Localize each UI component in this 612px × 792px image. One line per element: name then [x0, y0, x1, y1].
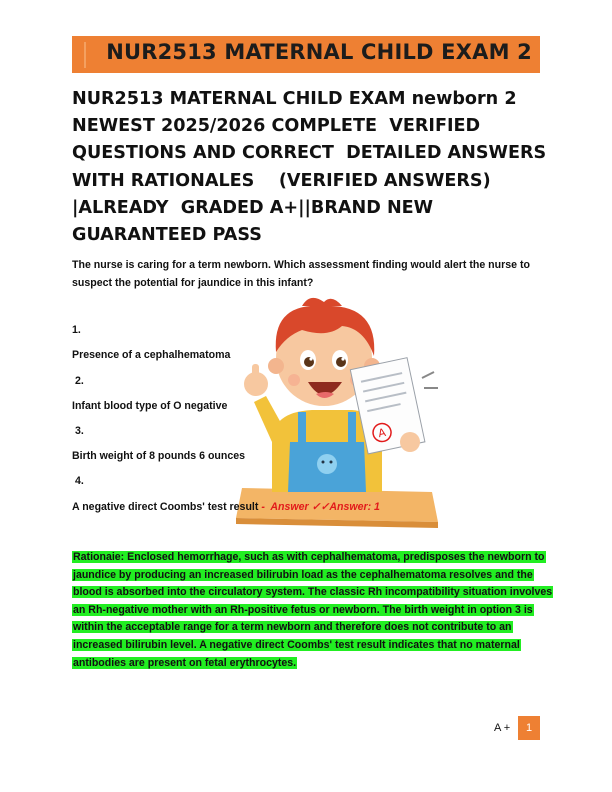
option-4-number: 4. — [72, 475, 84, 487]
header-banner — [72, 36, 540, 73]
option-3-text: Birth weight of 8 pounds 6 ounces — [72, 450, 246, 462]
option-4-line — [72, 501, 380, 513]
rationale-line: antibodies are present on fetal erythrocytes. — [73, 656, 297, 669]
page-number: 1 — [518, 716, 540, 740]
question-text: The nurse is caring for a term newborn. Which assessment finding would alert the nurse to suspect the potential for jaundice in this infant? — [72, 259, 530, 289]
document-title — [72, 86, 547, 249]
title-line: |ALREADY GRADED A+||BRAND NEW — [72, 197, 434, 218]
rationale-line: within the acceptable range for a term newborn and therefore does not contribute to an — [73, 621, 512, 634]
title-line: NUR2513 MATERNAL CHILD EXAM newborn 2 — [72, 89, 517, 109]
rationale-line: increased bilirubin level. A negative direct Coombs' test result indicates that no maternal — [73, 638, 520, 651]
option-1-number: 1. — [72, 324, 81, 336]
title-line: WITH RATIONALES (VERIFIED ANSWERS) — [72, 170, 491, 191]
child-with-test-illustration — [232, 292, 442, 530]
rationale-line: an Rh-negative mother with an Rh-positive fetus or newborn. The birth weight in option 3 is — [73, 603, 533, 616]
header-accent-line — [84, 42, 86, 68]
option-2-number: 2. — [72, 375, 84, 387]
option-2-text: Infant blood type of O negative — [72, 400, 228, 412]
title-line: QUESTIONS AND CORRECT DETAILED ANSWERS — [72, 143, 547, 164]
title-line: NEWEST 2025/2026 COMPLETE VERIFIED — [72, 116, 481, 137]
title-line: GUARANTEED PASS — [72, 225, 262, 246]
option-3-number: 3. — [72, 425, 84, 437]
option-4-text: A negative direct Coombs' test result — [72, 501, 259, 513]
footer-label: A + — [494, 722, 511, 734]
answer-key: - Answer ✓✓Answer: 1 — [258, 501, 380, 513]
rationale-line: blood is absorbed into the circulatory system. The classic Rh incompatibility situation involves — [73, 586, 553, 599]
option-1-text: Presence of a cephalhematoma — [72, 349, 231, 361]
grade-mark: A — [376, 425, 387, 441]
rationale-line: Rationaie: Enclosed hemorrhage, such as with cephalhematoma, predisposes the newborn to — [73, 551, 545, 563]
rationale-line: jaundice by producing an increased bilirubin load as the cephalhematoma resolves and the — [73, 568, 533, 581]
rationale-block — [72, 549, 553, 672]
header-title: NUR2513 MATERNAL CHILD EXAM 2 — [106, 40, 532, 64]
